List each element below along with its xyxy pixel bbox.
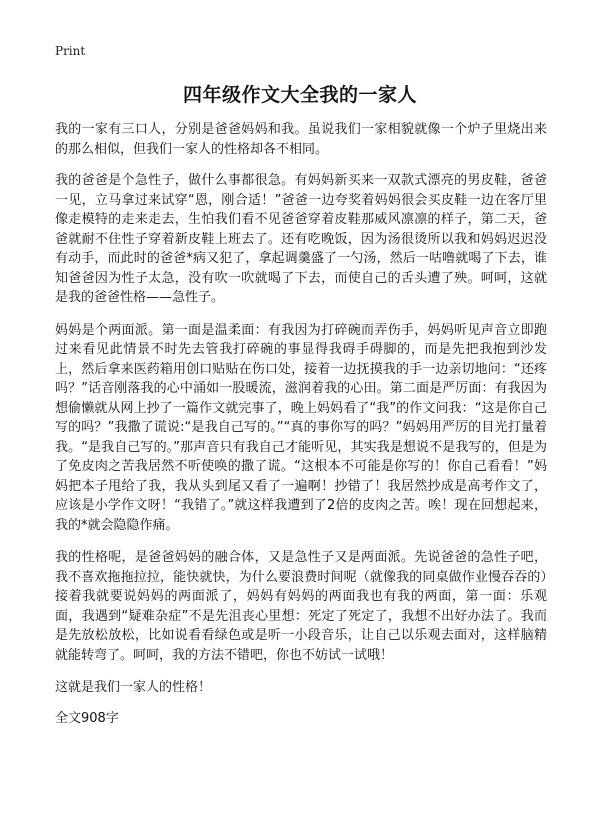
closing-line: 这就是我们一家人的性格！ bbox=[55, 680, 212, 695]
paragraph-dad: 我的爸爸是个急性子，做什么事都很急。有妈妈新买来一双款式漂亮的男皮鞋，爸爸一见，立马拿过来试穿“恩，刚合适！”爸爸一边夸奖着妈妈很会买皮鞋一边在客厅里像走模特的走来走去，生怕我们看不见爸爸穿着皮鞋那威风凛凛的样子，第二天，爸爸就耐不住性子穿着新皮鞋上班去了。还有吃晚饭，因为汤很烫所以我和妈妈迟迟没有动手，而此时的爸爸*病又犯了，拿起调羹盛了一勺汤，然后一咕噜就喝了下去，谁知爸爸因为性子太急，没有吹一吹就喝了下去，而使自己的舌头遭了殃。呵呵，这就是我的爸爸性格——急性子。 bbox=[55, 173, 547, 305]
word-count: 全文908字 bbox=[55, 710, 119, 726]
paragraph-intro: 我的一家有三口人，分别是爸爸妈妈和我。虽说我们一家相貌就像一个炉子里烧出来的那么相似，但我们一家人的性格却各不相同。 bbox=[55, 122, 547, 157]
article-body bbox=[55, 120, 547, 739]
print-link[interactable]: Print bbox=[55, 44, 86, 58]
paragraph-me: 我的性格呢，是爸爸妈妈的融合体，又是急性子又是两面派。先说爸爸的急性子吧，我不喜欢拖拖拉拉，能快就快，为什么要浪费时间呢（就像我的同桌做作业慢吞吞的）接着我就要说妈妈的两面派了，妈妈有妈妈的两面我也有我的两面，第一面：乐观面，我遇到“疑难杂症”不是先沮丧心里想：死定了死定了，我想不出好办法了。我而是先放松放松，比如说看看绿色或是听一小段音乐，让自己以乐观去面对，这样脑精就能转弯了。呵呵，我的方法不错吧，你也不妨试一试哦！ bbox=[55, 550, 547, 663]
paragraph-mom: 妈妈是个两面派。第一面是温柔面：有我因为打碎碗而弄伤手，妈妈听见声音立即跑过来看见此情景不时先去管我打碎碗的事显得我碍手碍脚的，而是先把我抱到沙发上，然后拿来医药箱用创口贴贴在伤口处，接着一边抚摸我的手一边亲切地问：“还疼吗？”话音刚落我的心中涌如一股暖流，滋润着我的心田。第二面是严厉面：有我因为想偷懒就从网上抄了一篇作文就完事了，晚上妈妈看了“我”的作文问我：“这是你自己写的吗？”我撒了谎说:“是我自己写的。”“真的事你写的吗？”妈妈用严厉的目光打量着我。“是我自己写的。”那声音只有我自己才能听见，其实我是想说不是我写的，但是为了免皮肉之苦我居然不听使唤的撒了谎。“这根本不可能是你写的！你自己看看！”妈妈把本子甩给了我，我从头到尾又看了一遍啊！抄错了！我居然抄成是高考作文了，应该是小学作文呀！“我错了。”就这样我遭到了2倍的皮肉之苦。唉！现在回想起来，我的*就会隐隐作痛。 bbox=[55, 322, 547, 533]
article-title: 四年级作文大全我的一家人 bbox=[182, 84, 417, 106]
